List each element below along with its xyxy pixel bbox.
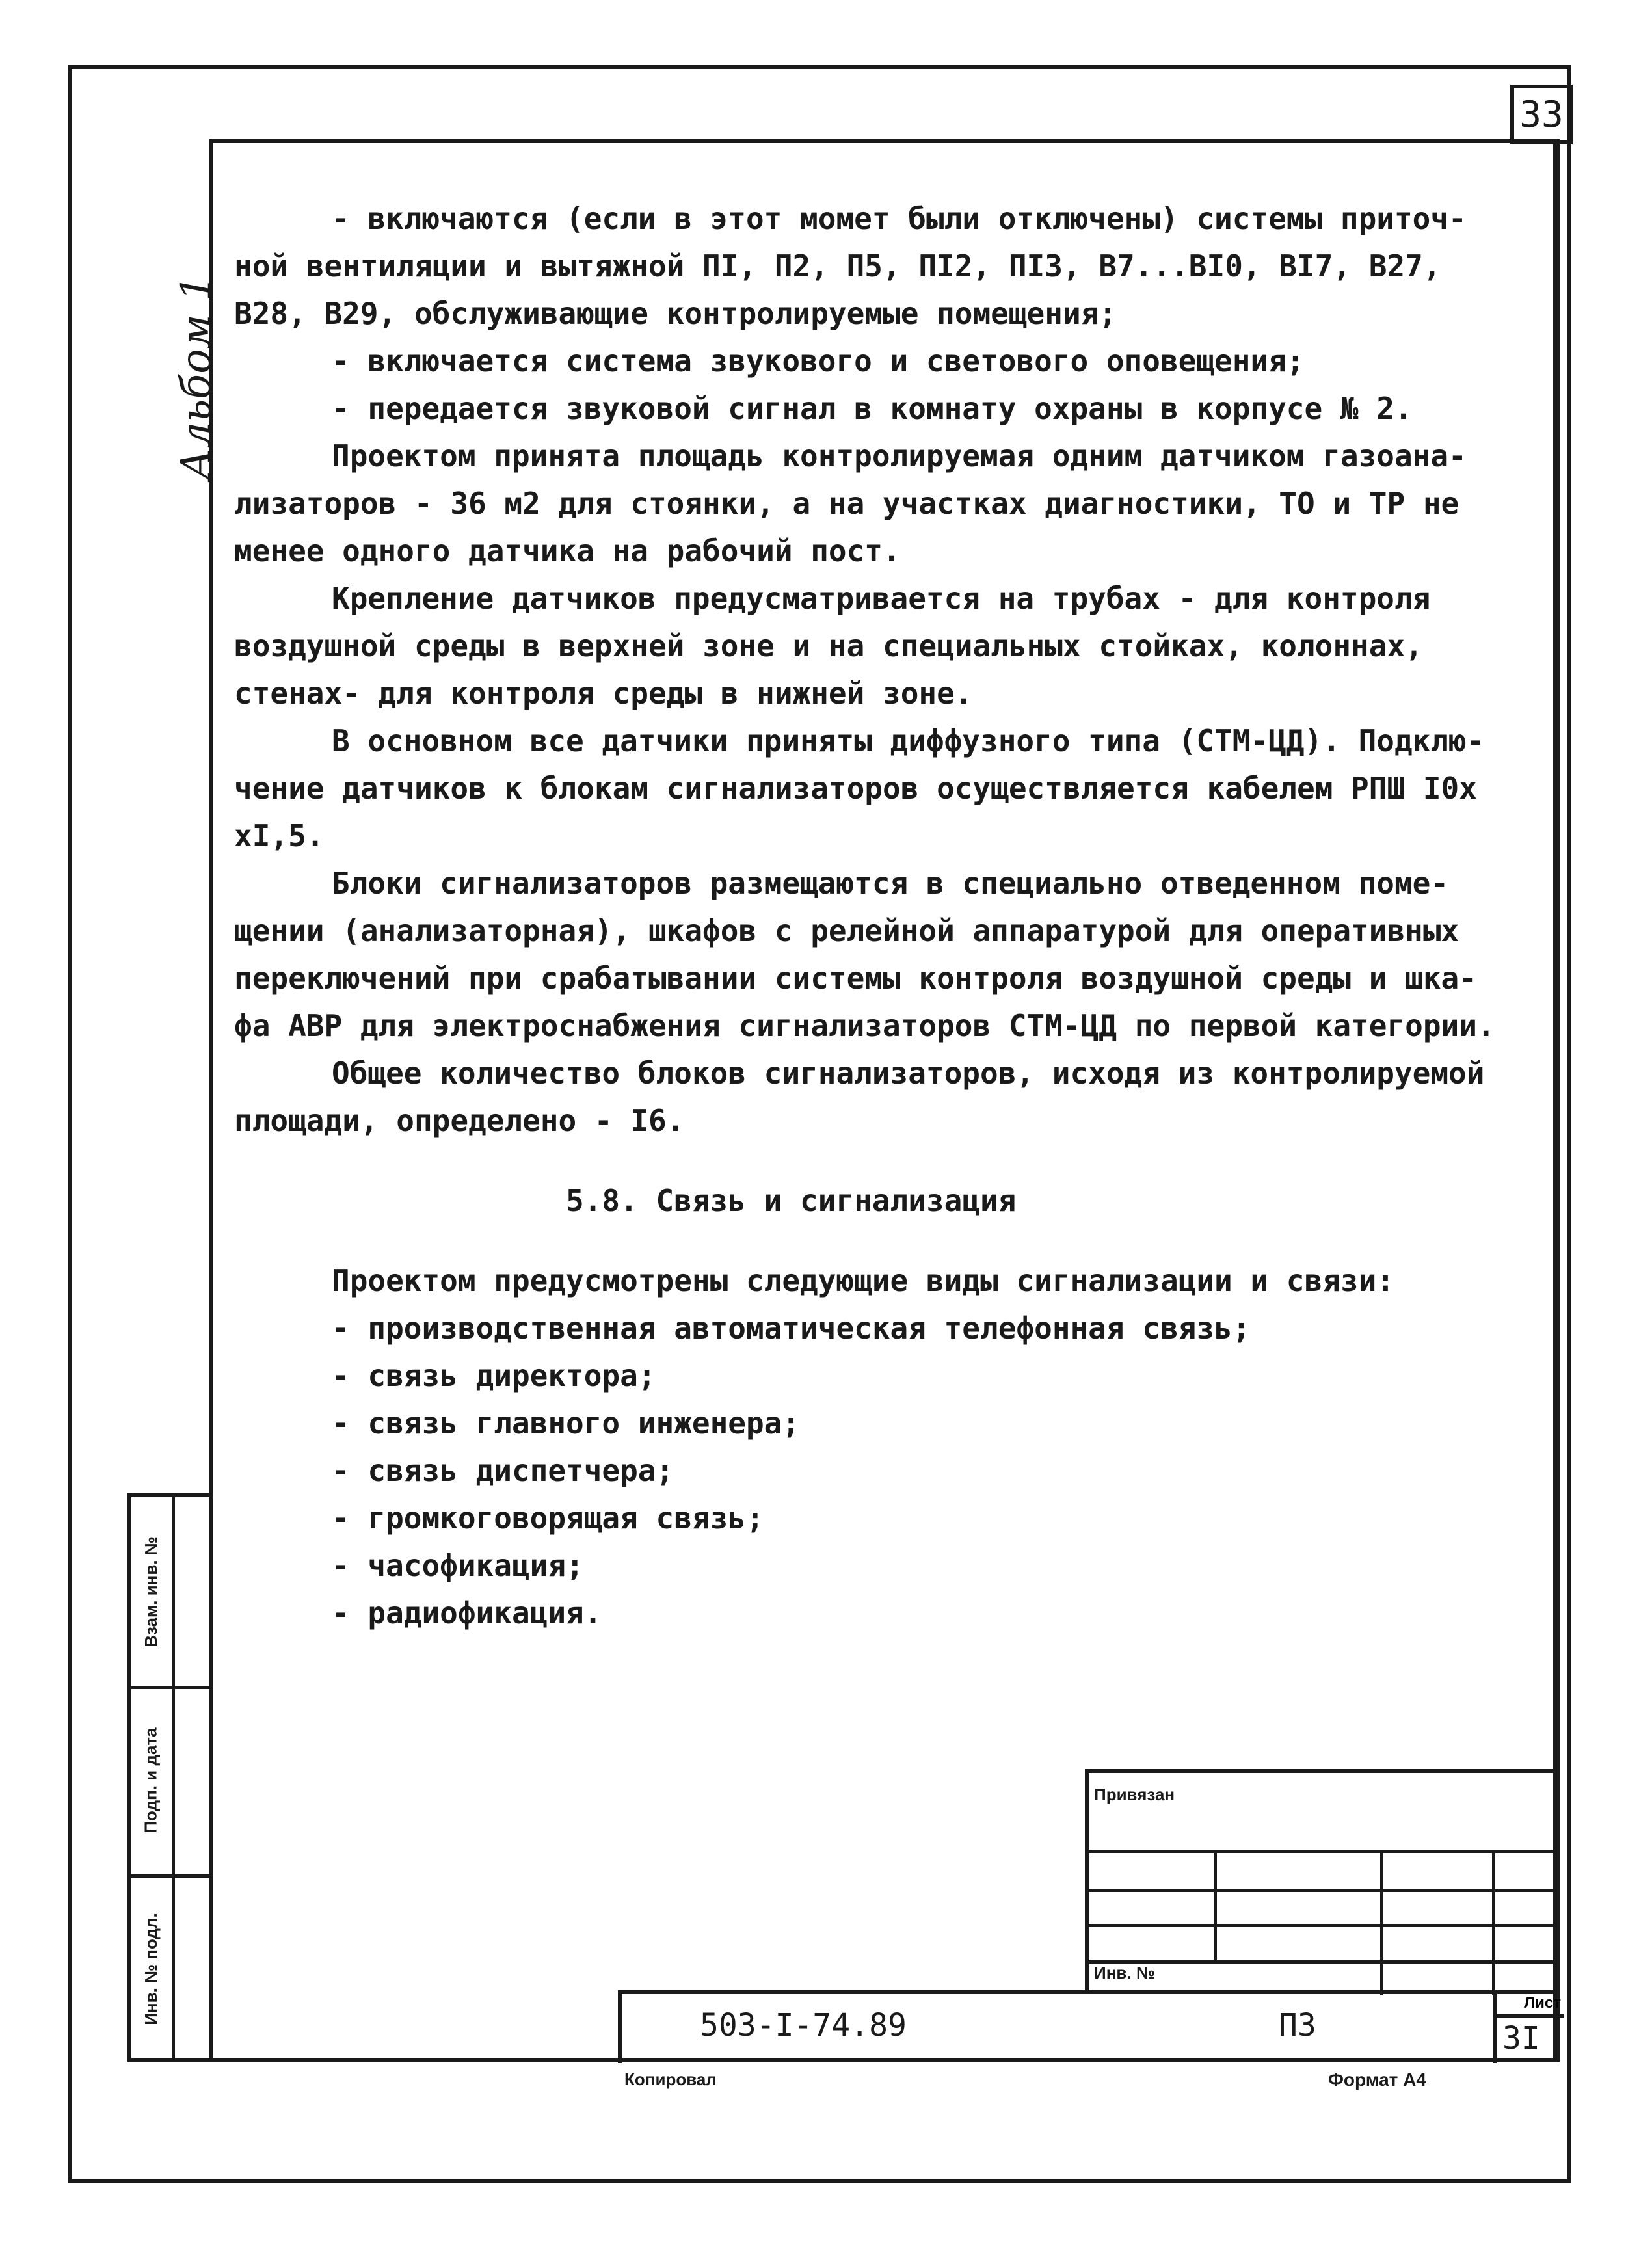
section-title: 5.8. Связь и сигнализация	[566, 1183, 1017, 1218]
side-label-inv: Инв. № подл.	[140, 1912, 161, 2025]
text-line: щении (анализаторная), шкафов с релейной аппаратурой для оперативных	[234, 913, 1459, 948]
binding-row	[1089, 1889, 1560, 1892]
text-line: переключений при срабатывании системы контроля воздушной среды и шка-	[234, 961, 1477, 996]
document-body	[234, 195, 1535, 1637]
text-line: хI,5.	[234, 818, 325, 853]
list-item: - связь директора;	[332, 1358, 656, 1393]
text-line: Блоки сигнализаторов размещаются в специально отведенном поме-	[332, 866, 1449, 901]
album-label	[170, 273, 222, 481]
list	[234, 1305, 1535, 1637]
text-line: ной вентиляции и вытяжной ПI, П2, П5, ПI2, ПI3, В7...BI0, BI7, В27,	[234, 248, 1441, 284]
binding-row	[1089, 1924, 1560, 1927]
list-item: - связь главного инженера;	[332, 1406, 801, 1441]
text-line: Общее количество блоков сигнализаторов, исходя из контролируемой	[332, 1056, 1485, 1091]
text-line: чение датчиков к блокам сигнализаторов осуществляется кабелем РПШ I0х	[234, 771, 1477, 806]
binding-col	[1380, 1850, 1383, 1995]
side-stamp-divider	[172, 1497, 175, 2058]
side-label-podp: Подп. и дата	[140, 1727, 161, 1833]
album-label-text: Альбом 1	[172, 274, 220, 480]
binding-col	[1492, 1850, 1495, 1995]
text-line: - передается звуковой сигнал в комнату охраны в корпусе № 2.	[332, 391, 1413, 426]
binding-col	[1214, 1850, 1217, 1960]
text-line: площади, определено - I6.	[234, 1103, 685, 1138]
binding-row	[1089, 1960, 1560, 1964]
title-block	[618, 1990, 1560, 2063]
text-line: В основном все датчики приняты диффузного типа (СТМ-ЦД). Подклю-	[332, 723, 1485, 758]
side-label-vzam: Взам. инв. №	[140, 1536, 161, 1647]
inv-label: Инв. №	[1094, 1963, 1155, 1982]
text-line: стенах- для контроля среды в нижней зоне.	[234, 676, 973, 711]
footer-format: Формат А4	[1328, 2070, 1426, 2090]
sheet-number: 3I	[1502, 2020, 1540, 2057]
text-line: В28, В29, обслуживающие контролируемые помещения;	[234, 296, 1117, 331]
text-line: фа АВР для электроснабжения сигнализаторов СТМ-ЦД по первой категории.	[234, 1008, 1495, 1043]
list-item: - производственная автоматическая телефонная связь;	[332, 1311, 1251, 1346]
side-stamp	[127, 1493, 213, 2062]
text-line: Проектом принята площадь контролируемая одним датчиком газоана-	[332, 438, 1467, 473]
binding-table	[1085, 1769, 1560, 1992]
page-number: 33	[1510, 85, 1573, 144]
sheet-label: Лист	[1497, 1994, 1564, 2018]
doc-type: ПЗ	[1279, 2007, 1316, 2044]
footer-copied: Копировал	[624, 2070, 717, 2089]
sheet-cell	[1493, 1994, 1564, 2063]
text-line: менее одного датчика на рабочий пост.	[234, 533, 901, 568]
list-item: - часофикация;	[332, 1548, 584, 1583]
binding-row	[1089, 1850, 1560, 1853]
text-line: Крепление датчиков предусматривается на трубах - для контроля	[332, 581, 1431, 616]
list-item: - связь диспетчера;	[332, 1453, 674, 1488]
text-line: - включаются (если в этот момет были отключены) системы приточ-	[332, 201, 1467, 236]
list-item: - радиофикация.	[332, 1595, 602, 1631]
text-line: лизаторов - 36 м2 для стоянки, а на участках диагностики, ТО и ТР не	[234, 486, 1459, 521]
list-item: - громкоговорящая связь;	[332, 1500, 764, 1536]
text-line: воздушной среды в верхней зоне и на специальных стойках, колоннах,	[234, 628, 1423, 663]
binding-title: Привязан	[1094, 1785, 1175, 1804]
list-intro: Проектом предусмотрены следующие виды сигнализации и связи:	[332, 1263, 1394, 1298]
doc-code: 503-I-74.89	[700, 2007, 907, 2044]
text-line: - включается система звукового и светового оповещения;	[332, 343, 1305, 379]
paragraphs	[234, 195, 1535, 1145]
